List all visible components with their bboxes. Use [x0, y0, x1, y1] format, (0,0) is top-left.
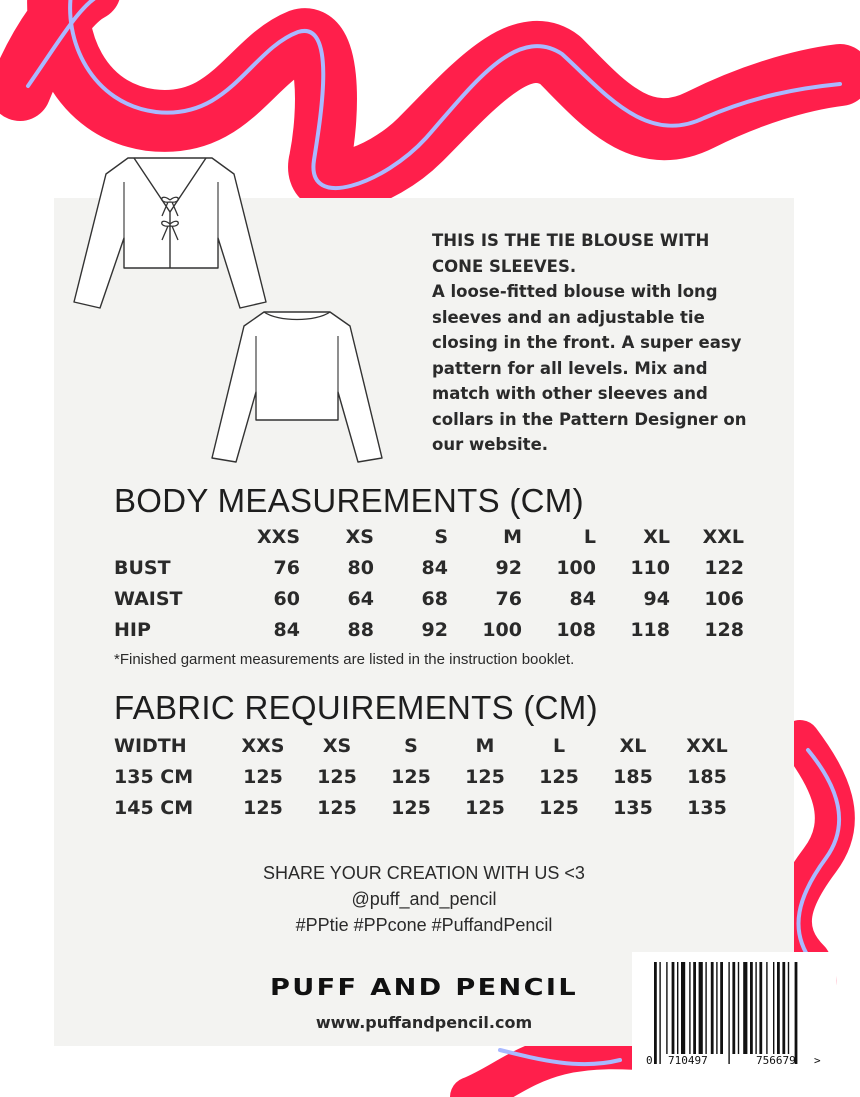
share-call-to-action: SHARE YOUR CREATION WITH US <3	[263, 863, 585, 883]
description-line: our website.	[432, 435, 549, 454]
barcode-bar	[732, 962, 735, 1054]
size-header: XXS	[257, 525, 300, 548]
barcode-bar	[750, 962, 753, 1054]
barcode-bar	[654, 962, 657, 1064]
row-label: 145 CM	[114, 796, 194, 819]
barcode	[632, 952, 836, 1076]
fabric-value: 125	[391, 796, 431, 819]
fabric-value: 125	[539, 765, 579, 788]
size-header: XXS	[241, 734, 285, 757]
barcode-bar	[689, 962, 690, 1054]
measurement-value: 84	[569, 587, 596, 610]
row-label: WAIST	[114, 587, 183, 610]
measurement-value: 84	[421, 556, 448, 579]
barcode-lead-digit: 0	[646, 1054, 653, 1067]
size-header: XS	[322, 734, 352, 757]
measurement-value: 106	[704, 587, 744, 610]
barcode-bar	[755, 962, 756, 1054]
size-header: L	[583, 525, 596, 548]
size-header: M	[475, 734, 495, 757]
size-header: XXL	[702, 525, 744, 548]
table-row	[114, 792, 744, 823]
measurement-value: 68	[421, 587, 448, 610]
barcode-bar	[672, 962, 675, 1054]
fabric-requirements-table	[114, 730, 744, 823]
measurement-value: 100	[482, 618, 522, 641]
body-measurements-title: BODY MEASUREMENTS (CM)	[114, 482, 584, 519]
finished-garment-note: *Finished garment measurements are listed in the instruction booklet.	[114, 651, 575, 668]
barcode-bar	[777, 962, 780, 1054]
barcode-bar	[759, 962, 762, 1054]
fabric-value: 125	[243, 796, 283, 819]
measurement-value: 84	[273, 618, 300, 641]
barcode-bar	[788, 962, 789, 1054]
table-row	[114, 552, 744, 583]
barcode-bar	[666, 962, 667, 1054]
width-header: WIDTH	[114, 734, 187, 757]
size-header-row	[114, 730, 744, 761]
barcode-left-digits: 710497	[668, 1054, 708, 1067]
barcode-bar	[743, 962, 747, 1054]
fabric-value: 125	[243, 765, 283, 788]
size-header: XL	[619, 734, 647, 757]
row-label: 135 CM	[114, 765, 194, 788]
measurement-value: 110	[630, 556, 670, 579]
fabric-value: 135	[613, 796, 653, 819]
size-header-row	[114, 521, 744, 552]
barcode-trail-mark: >	[814, 1054, 821, 1067]
table-row	[114, 614, 744, 645]
fabric-value: 185	[613, 765, 653, 788]
barcode-bar	[705, 962, 706, 1054]
barcode-bar	[716, 962, 717, 1054]
measurement-value: 88	[347, 618, 374, 641]
fabric-value: 125	[465, 765, 505, 788]
size-header: L	[552, 734, 566, 757]
measurement-value: 80	[347, 556, 374, 579]
barcode-bar	[677, 962, 678, 1054]
fabric-value: 125	[465, 796, 505, 819]
barcode-bars	[632, 952, 836, 1076]
size-header: S	[434, 525, 448, 548]
barcode-bar	[738, 962, 739, 1054]
description-line: match with other sleeves and	[432, 384, 708, 403]
barcode-bar	[766, 962, 767, 1054]
description-line: pattern for all levels. Mix and	[432, 358, 708, 378]
barcode-bar	[795, 962, 798, 1064]
measurement-value: 118	[630, 618, 670, 641]
barcode-right-digits: 756679	[756, 1054, 796, 1067]
measurement-value: 108	[556, 618, 596, 641]
measurement-value: 60	[273, 587, 300, 610]
barcode-bar	[693, 962, 696, 1054]
measurement-value: 100	[556, 556, 596, 579]
size-header: XXL	[686, 734, 728, 757]
description-line: sleeves and an adjustable tie	[432, 307, 705, 327]
blouse-back-illustration	[208, 308, 386, 464]
measurement-value: 122	[704, 556, 744, 579]
fabric-value: 125	[317, 765, 357, 788]
barcode-bar	[782, 962, 785, 1054]
barcode-bar	[728, 962, 729, 1064]
fabric-value: 125	[317, 796, 357, 819]
barcode-bar	[720, 962, 723, 1054]
measurement-value: 64	[347, 587, 374, 610]
barcode-bar	[659, 962, 660, 1064]
measurement-value: 92	[495, 556, 522, 579]
description-line: A loose-fitted blouse with long	[432, 282, 718, 301]
fabric-value: 125	[391, 765, 431, 788]
empty-header-cell	[114, 521, 226, 552]
body-measurements-table	[114, 521, 744, 645]
description-line: THIS IS THE TIE BLOUSE WITH	[432, 231, 710, 250]
table-row	[114, 583, 744, 614]
row-label: BUST	[114, 556, 171, 579]
brand-logo: PUFF AND PENCIL	[269, 975, 579, 1001]
barcode-bar	[681, 962, 685, 1054]
size-header: XL	[643, 525, 670, 548]
row-label: HIP	[114, 618, 151, 641]
barcode-bar	[699, 962, 703, 1054]
measurement-value: 128	[704, 618, 744, 641]
size-header: S	[404, 734, 418, 757]
fabric-value: 135	[687, 796, 727, 819]
fabric-value: 185	[687, 765, 727, 788]
website-link: www.puffandpencil.com	[315, 1013, 533, 1032]
fabric-requirements-title: FABRIC REQUIREMENTS (CM)	[114, 689, 598, 726]
measurement-value: 92	[421, 618, 448, 641]
measurement-value: 94	[643, 587, 670, 610]
fabric-value: 125	[539, 796, 579, 819]
product-description	[432, 228, 772, 458]
table-row	[114, 761, 744, 792]
measurement-value: 76	[495, 587, 522, 610]
size-header: M	[503, 525, 522, 548]
barcode-bar	[773, 962, 774, 1054]
measurement-value: 76	[273, 556, 300, 579]
description-line: closing in the front. A super easy	[432, 333, 742, 352]
description-line: collars in the Pattern Designer on	[432, 409, 747, 429]
blouse-front-illustration	[70, 152, 270, 314]
instagram-handle: @puff_and_pencil	[351, 889, 497, 909]
hashtags: #PPtie #PPcone #PuffandPencil	[295, 915, 553, 935]
barcode-bar	[711, 962, 714, 1054]
size-header: XS	[345, 525, 374, 548]
description-line: CONE SLEEVES.	[432, 256, 577, 276]
